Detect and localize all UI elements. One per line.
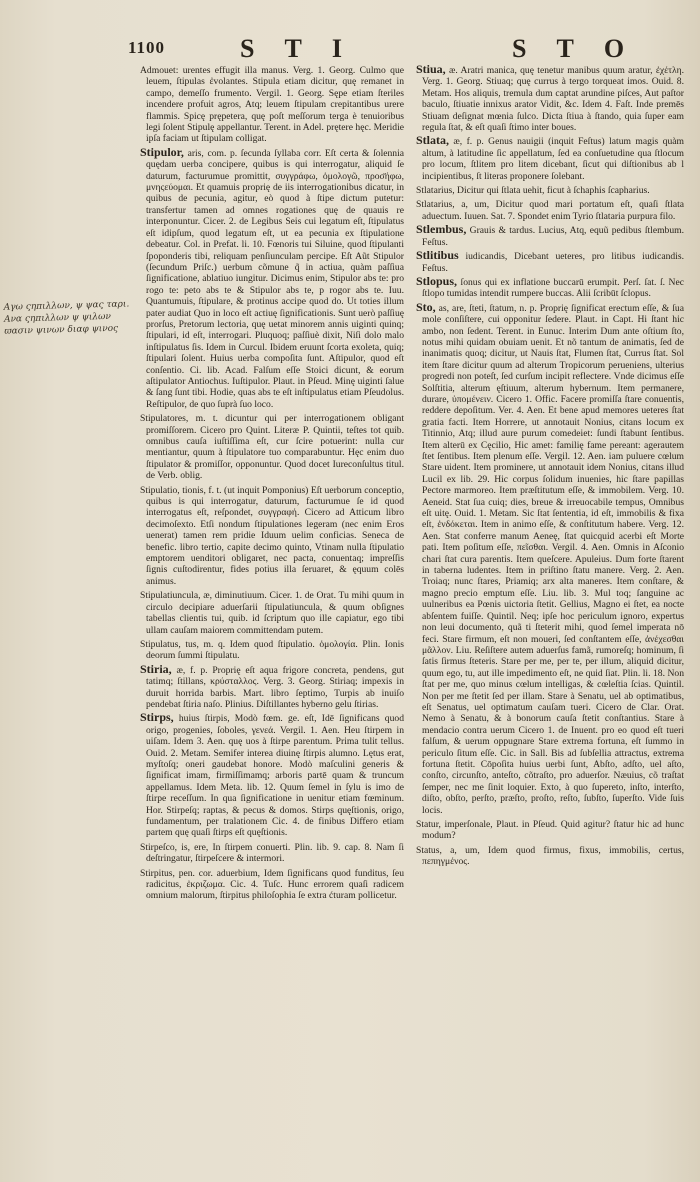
entry-text: Stlatarius, Dicitur qui ſtlata uehit, ficut à ſchaphis ſcapharius. — [416, 185, 650, 197]
entry-text: ſonus qui ex inflatione buccarū erumpit. Perſ. ſat. ſ. Nec ſtlopo tumidas intendit rumpere buccas. Alii ſcribūt ſclopus. — [422, 276, 684, 300]
dictionary-entry — [140, 712, 404, 838]
right-column — [416, 64, 684, 1124]
dictionary-entry — [416, 224, 684, 248]
entry-headword: Stlata, — [416, 133, 449, 148]
entry-text: Stirpitus, pen. cor. aduerbium, Idem ſignificans quod funditus, ſeu radicitus, ἐκριζωμα. Cic. 4. Tuſc. Hunc errorem quaſi radicem omnium malorum, ſtirpitus philoſophia ſe extra ćturam pollicetur. — [140, 867, 404, 902]
entry-text: Statur, imperſonale, Plaut. in Pſeud. Quid agitur? ſtatur hic ad hunc modum? — [416, 819, 684, 842]
entry-headword: Stiua, — [416, 64, 446, 76]
entry-text: aris, com. p. ſecunda ſyllaba corr. Eſt certa & ſolennia quędam uerba concipere, quibus is qui interrogatur, aliquid ſe daturum, facturumue promittit, συγγράφω, ὁμολογῶ, προσ̈ήφω, μνηςεύομαι. Et quamuis proprię de iis interrogationibus dicatur, in quibus de pecunia, agitur, eò quod à ſtipe dictum putetur: transfertur tamen ad omnes rogationes quę de quauis re interponuntur. Cicer. 2. de Legibus Seis cui legatum eſt, ſtipulatus eſt idipſum, quod legatum eſt, ut ea pecunia ex ſtipulatione debeatur. Col. in Prefat. li. 10. Fœnoris tui Siluine, quod ſtipulanti ſpoponderis tibi, reliquam penſiunculam percipe. Eſt Aũt Stipulor (ſecundum Priſc.) uerbum cõmune q̃ in actiua, quàm paſſiua ſignificatione, ablatiuo iungitur. Dicimus enim, Stipulor abs te: pro rogo te: peto abs te & Stipulor abs te, p rogor abs te. Iuu. Quantumuis, ſtipulare, & protinus accipe quod do. Ut toties illum pater audiat Quo in loco eſt actiuę ſignificationis. Sunt uerò paſſiuę prorſus, Pretorum lectoria, quę uetat minorem annis uiginti quinq; ſtipulari, id eſt, interrogari. Pluquoq; paſſiuè dixit, Niſi dolo malo inſtipulatus ſis. Idem in Curcul. Ibidem eruunt ſcorta exoleta, quiq; ſtipulari ſolent. Huius uerba compoſita ſunt. Aſtipulor, quod eſt conſentio. Ci. lib. Acad. Falſum eſſe Stoici dicunt, & eorum aſtipulator Antiochus. Iuſtipulor. Plaut. in Pſeud. Minę uiginti ſalue & ſang ſunt tibi. Hodie, quas abs te eſt inſtipulatus etiam Pſeudolus. Reſtipulor, de quo ſuprà ſuo loco. — [146, 147, 404, 410]
entry-headword: Stlitibus — [416, 248, 459, 263]
dictionary-entry — [416, 844, 684, 868]
dictionary-entry — [416, 198, 684, 222]
dictionary-entry — [140, 841, 404, 865]
entry-text: iudicandis, Dicebant ueteres, pro litibus iudicandis. Feſtus. — [422, 251, 684, 274]
entry-text: æ, f. p. Genus nauigii (inquit Feſtus) latum magis quàm altum, à latitudine ſic appellatum, ſed ea conſuetudine qua ſtlocum pro locum, ſtlitem pro litem dicebant, ſicut qui diſtionibus ab l incipientibus, ſt literas proponere ſolebant. — [422, 136, 684, 182]
dictionary-entry — [416, 64, 684, 133]
entry-text: Stipulatiuncula, æ, diminutiuum. Cicer. 1. de Orat. Tu mihi quum in circulo decipiare aduerſarii ſtipulatiuncula, & quum obſignes tabellas clientis tui, quib. id ſcriptum quo ille capiatur, ego tibi ullam cauſam maiorem committendam putem. — [140, 590, 404, 636]
entry-text: Stlatarius, a, um, Dicitur quod mari portatum eſt, quaſi ſtlata aduectum. Iuuen. Sat. 7. Spondet enim Tyrio ſtlataria purpura filo. — [416, 199, 684, 222]
running-head-right: S T O — [512, 34, 637, 63]
left-column — [140, 64, 404, 1104]
dictionary-entry — [140, 412, 404, 481]
entry-text: Stipulatores, m. t. dicuntur qui per interrogationem obligant promiſſorem. Cicero pro Quint. Literæ P. Quintii, teſtes tot quib. omnibus cauſa iuſtiſſima eſt, cur ſcire potuerint: nulla cur mentiantur, quum à ſtipulatore tuo comparabuntur. Hęc enim duo ſtipulator & promiſſor, opponuntur. Quod docet Iureconſultus titul. de Verb. oblig. — [140, 413, 404, 482]
entry-headword: Stirps, — [140, 710, 174, 725]
entry-text: as, are, ſteti, ſtatum, n. p. Proprię ſignificat erectum eſſe, & ſua mole conſiſtere, cui opponitur ſedere. Plaut. in Capt. Hi ſtant hic ambo, non ſedent. Terent. in Eunuc. Interim Dum ante oſtium ſto, notus mihi quidam obuiam uenit. Et nõ tantum de animatis, ſed de inanimatis quoq; dicitur, ut Nauis ſtat, Flumen ſtat, Currus ſtat. Sol item ſtare dicitur quum ad alterum Tropicorum perueniens, ulterius progredi non poteſt, ſed curſum incipit reflectere. Vnde dicimus eſſe Solſtitia, alterum ęſtiuum, alterum hybernum. Item permanere, durare, ὑπομένειν. Cicero 1. Offic. Facere promiſſa ſtare conuentis, reddere depoſitum. Ver. 4. Aen. Et bene apud memores ueteres ſtat gratia facti. Item Horrere, ut annotauit Nonius, citans locum ex Titinnio, Atq; illud aure purum comedeiet: ſundi ſtabunt ſentibus. Item alterū ex Cęcilio, Hic amet: familię fame pereant: agerautem ſtet ſentibus. Item plenum eſſe. Vergil. 12. Aen. iam puluere cœlum Stare uident. Item prominere, ut annotauit idem Nonius, citans illud Lucil ex lib. 29. Hic corpus ſolidum inuenies, hic ſtare papillas Pectore marmoreo. Item præſtitutum eſſe, & immobilem. Verg. 10. Aeneid. Stat ſua cuiq; dies, breue & irreuocabile tempus, Omnibus eſt uitę. Ouid. 1. Metam. Sic ſtat ſententia, id eſt, immobilis & fixa eſt, ἐνδόκεται. Item in animo eſſe, & conſtitutum habere. Verg. 12. Aen. Stat conferre manum Aeneę, ſtat quicquid acerbi eſt Morte pati. Item poſitum eſſe, πεῖσθαι. Vergil. 4. Aen. Omnis in Aſconio chari ſtat cura parentis. Item queſcere. Apuleius. Dum forte ſtarent in taberna ludentes. Item in priſtino ſtatu manere. Verg. 2. Aen. Troiaq; nunc ſtares, Priamiq; arx alta maneres. Item conſtare, & magno precio emptum eſſe. Liu. lib. 3. Mul toq; ſanguine ac uulneribus ea Pœnis uictoria ſtetit. Gellius, Magno ei ſtet, ea nocte abſentem fuiſſe. Quintil. Neq; ipſe hoc periculum ignoro, expertus non leui documento, quã ti ſteterit mihi, quod ſemel imperata nō feci. Stare firmum, eſt non moueri, ſed conſtantem eſſe, ἀνέχεσθαι μᾶλλον. Liu. Reſiſtere autem aduerſus famã, rumoreſq; hominum, ſi ſatis ſirmus ſteteris. Stare per me, per te, per illum, aliquid dicitur, quum ego, tu, aut ille impedimento eſt, ne quid ſiat. Plin. li. 18. Non ſtat per me, quo minus cœlum intelligas, & cœleſtia ſcias. Quintil. Non per me ſtetit ſed per illam. Stare à Senatu, uel ab optimatibus, eſt Senatus, uel optimatum cauſam tueri. Cicero de Clar. Orat. Nemo à Senatu, & à bonorum cauſa ſtetit conſtantius. Stare à mendacio contra uerum Cicero 1. de Inuent. pro eo quod eſt tueri falſum, & uerum oppugnare Stare extrema fortuna, eſt ſummo in periculo ſitum eſſe. Cic. in Sall. Bis ad ſubſellia attractus, extrema fortuna ſtetit. Cōpoſita huius uerbi ſunt, Abſto, adſto, uel aſto, conſto, circunſto, anteſto, cõtraſto, pro aduerſor. Næuius, cõ traſtat ſemper, nec me ſinit loquier. Exto, à quo ſupereto, inſto, interſto, diſto, obſto, perſto, præſto, proſto, reſto, ſubſto, ſuperſto. Vide ſuis locis. — [422, 302, 684, 816]
entry-headword: Stiria, — [140, 661, 172, 676]
entry-headword: Stlopus, — [416, 273, 458, 288]
handwritten-margin-note: Αγω ςηπιλλων, ψ ψας ταρι. Ανα ςηπιλλων ψ ψιλων ϖασιν ψινων διαφ ψινος — [3, 299, 130, 337]
dictionary-entry — [416, 273, 684, 300]
dictionary-entry — [416, 184, 684, 196]
entry-headword: Sto, — [416, 299, 436, 314]
entry-text: Admouet: urentes effugit illa manus. Verg. 1. Georg. Culmo que leuem, ſtipulas ἐvolantes. Stipula etiam dicitur, quę remanet in campo, demeſſo frumento. Vergil. 1. Georg. Sępe etiam ſteriles incendere profuit agros, Atq; leuem ſtipulam crepitantibus urere flammis. Spicę prępetera, quę poſt meſſorum terga è tenuioribus legi ſolent Stipulę appellantur. Terent. in Adel. prętere hęc. Meridie ipſa faciam ut ſtipulam colligat. — [140, 65, 404, 145]
entry-headword: Stlembus, — [416, 222, 467, 237]
entry-text: æ, f. p. Proprię eſt aqua frigore concreta, pendens, gut tatimq; ſtillans, κρύσταλλος. Verg. 3. Georg. Stiriaq; impexis in duruit horrida barbis. Mart. libro ſeptimo, Turpis ab inuiſo pendebat ſtiria naſo. Plinius. Diſtillantes hyberno gelu ſtirias. — [146, 664, 404, 710]
page-number: 1100 — [128, 38, 166, 57]
entry-text: æ. Aratri manica, quę tenetur manibus quum aratur, ἐχέτλη. Verg. 1. Georg. Stiuaq; quę currus à tergo torqueat imos. Ouid. 8. Metam. Hos aliquis, tremula dum captat arundine piſces, Aut paſtor baculo, ſtiuatie innixus arator Vidit, &c. Idem 4. Faſt. Inde premēs Stiuam deſignat mœnia ſulco. Dicta ſtiua à ſtando, quia ſuper eam regula ſtat, & eſt quaſi ſtimo inter boues. — [422, 65, 684, 134]
running-head-left: S T I — [240, 34, 354, 63]
dictionary-entry — [140, 638, 404, 662]
entry-text: Grauis & tardus. Lucius, Atq, equũ pedibus ſtlembum. Feſtus. — [422, 225, 684, 248]
dictionary-entry — [140, 144, 404, 410]
dictionary-entry — [140, 484, 404, 588]
entry-text: huius ſtirpis, Modò fœm. ge. eſt, Idē ſignificans quod origo, progenies, ſoboles, γενεά. Vergil. 1. Aen. Heu ſtirpem in uiſam. Idem 3. Aen. quę uos à ſtirpe parentum. Prima tulit tellus. Ouid. 2. Metam. Semifer interea diuinę ſtirpis alumno. Lętus erat, myſtoſq; oneri gaudebat honore. Modò maſculini generis & ſignificat imam, firmiſſimamq; arboris partē quam & truncum appellamus. Idem Meta. lib. 12. Quum ſemel in ſylu is imo de ſtirpe receſſum. In qua ſignificatione in uenitur etiam fœminum. Hor. Stirpeſq; raptas, & pecus & domos. Stirps quęſtionis, origo, fundamentum, per tralationem Cic. 4. de finibus Differo etiam partem quę quaſi ſtirps eſt quęſtionis. — [146, 713, 404, 839]
dictionary-entry — [416, 250, 684, 274]
entry-text: Stipulatio, tionis, f. t. (ut inquit Pomponius) Eſt uerborum conceptio, quibus is qui interrogatur, daturum, facturumue ſe id quod interrogatus eſt, reſpondet, συγγραφή. Cicero ad Atticum libro decimoſexto. Etſi nondum ſtipulationes legeram (nec enim Eros uenerat) tamen rem pridie Iduum uelim conficias. Seneca de benefic. libro tertio, capite decimo quinto, Vtinam nulla ſtipulatio emptorem uenditori obligaret, nec pacta, conuentaq; impreſſis ſignis cuſtodirentur, fides potius illa ſeruaret, & ęquum colēs animus. — [140, 484, 404, 587]
entry-headword: Stipulor, — [140, 144, 184, 159]
dictionary-entry — [416, 135, 684, 182]
dictionary-entry — [140, 867, 404, 902]
dictionary-entry — [140, 64, 404, 145]
entry-text: Status, a, um, Idem quod firmus, fixus, immobilis, certus, πεπηγμένος. — [416, 844, 684, 868]
entry-text: Stipulatus, tus, m. q. Idem quod ſtipulatio. ὁμολογία. Plin. Ionis deorum ſummi ſtipulatu. — [140, 638, 404, 662]
dictionary-entry — [140, 661, 404, 711]
entry-text: Stirpeſco, is, ere, In ſtirpem conuerti. Plin. lib. 9. cap. 8. Nam ſi deſtringatur, ſtirpeſcere & intermori. — [140, 841, 404, 865]
dictionary-entry — [140, 589, 404, 636]
dictionary-entry — [416, 299, 684, 816]
dictionary-entry — [416, 818, 684, 842]
